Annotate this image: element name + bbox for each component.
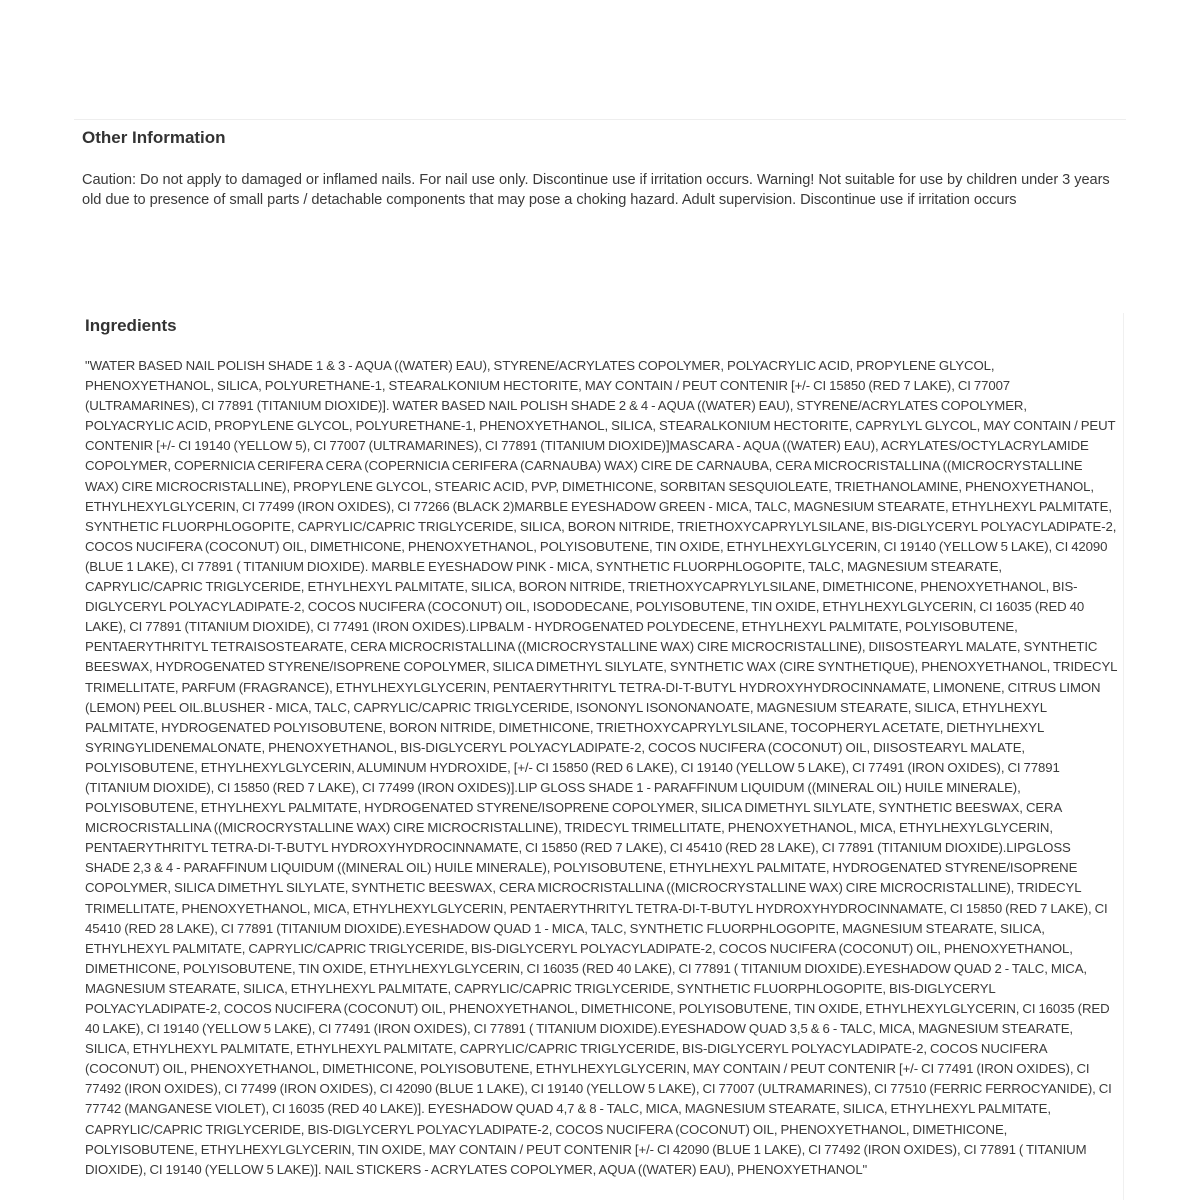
other-information-heading: Other Information bbox=[82, 128, 226, 147]
other-information-section bbox=[74, 119, 1126, 210]
ingredients-heading: Ingredients bbox=[85, 316, 177, 335]
other-information-text: Caution: Do not apply to damaged or inflamed nails. For nail use only. Discontinue use if irritation occurs. Warning! Not suitable for use by children under 3 years old due to presence of small parts / detachable components that may pose a choking hazard. Adult supervision. Discontinue use if irritation occurs bbox=[82, 172, 1110, 208]
ingredients-text: "WATER BASED NAIL POLISH SHADE 1 & 3 - AQUA ((WATER) EAU), STYRENE/ACRYLATES COPOLYMER, POLYACRYLIC ACID, PROPYLENE GLYCOL, PHENOXYETHANOL, SILICA, POLYURETHANE-1, STEARALKONIUM HECTORITE, MAY CONTAIN / PEUT CONTENIR [+/- CI 15850 (RED 7 LAKE), CI 77007 (ULTRAMARINES), CI 77891 (TITANIUM DIOXIDE)]. WATER BASED NAIL POLISH SHADE 2 & 4 - AQUA ((WATER) EAU), STYRENE/ACRYLATES COPOLYMER, POLYACRYLIC ACID, PROPYLENE GLYCOL, POLYURETHANE-1, PHENOXYETHANOL, SILICA, STEARALKONIUM HECTORITE, CAPRYLYL GLYCOL, MAY CONTAIN / PEUT CONTENIR [+/- CI 19140 (YELLOW 5), CI 77007 (ULTRAMARINES), CI 77891 (TITANIUM DIOXIDE)]MASCARA - AQUA ((WATER) EAU), ACRYLATES/OCTYLACRYLAMIDE COPOLYMER, COPERNICIA CERIFERA CERA (COPERNICIA CERIFERA (CARNAUBA) WAX) CIRE DE CARNAUBA, CERA MICROCRISTALLINA ((MICROCRYSTALLINE WAX) CIRE MICROCRISTALLINE), PROPYLENE GLYCOL, STEARIC ACID, PVP, DIMETHICONE, SORBITAN SESQUIOLEATE, TRIETHANOLAMINE, PHENOXYETHANOL, ETHYLHEXYLGLYCERIN, CI 77499 (IRON OXIDES), CI 77266 (BLACK 2)MARBLE EYESHADOW GREEN - MICA, TALC, MAGNESIUM STEARATE, ETHYLHEXYL PALMITATE, SYNTHETIC FLUORPHLOGOPITE, CAPRYLIC/CAPRIC TRIGLYCERIDE, SILICA, BORON NITRIDE, TRIETHOXYCAPRYLYLSILANE, BIS-DIGLYCERYL POLYACYLADIPATE-2, COCOS NUCIFERA (COCONUT) OIL, DIMETHICONE, PHENOXYETHANOL, POLYISOBUTENE, TIN OXIDE, ETHYLHEXYLGLYCERIN, CI 19140 (YELLOW 5 LAKE), CI 42090 (BLUE 1 LAKE), CI 77891 ( TITANIUM DIOXIDE). MARBLE EYESHADOW PINK - MICA, SYNTHETIC FLUORPHLOGOPITE, TALC, MAGNESIUM STEARATE, CAPRYLIC/CAPRIC TRIGLYCERIDE, ETHYLHEXYL PALMITATE, SILICA, BORON NITRIDE, TRIETHOXYCAPRYLYLSILANE, DIMETHICONE, PHENOXYETHANOL, BIS-DIGLYCERYL POLYACYLADIPATE-2, COCOS NUCIFERA (COCONUT) OIL, ISODODECANE, POLYISOBUTENE, TIN OXIDE, ETHYLHEXYLGLYCERIN, CI 16035 (RED 40 LAKE), CI 77891 (TITANIUM DIOXIDE), CI 77491 (IRON OXIDES).LIPBALM - HYDROGENATED POLYDECENE, ETHYLHEXYL PALMITATE, POLYISOBUTENE, PENTAERYTHRITYL TETRAISOSTEARATE, CERA MICROCRISTALLINA ((MICROCRYSTALLINE WAX) CIRE MICROCRISTALLINE), DIISOSTEARYL MALATE, SYNTHETIC BEESWAX, HYDROGENATED STYRENE/ISOPRENE COPOLYMER, SILICA DIMETHYL SILYLATE, SYNTHETIC WAX (CIRE SYNTHETIQUE), PHENOXYETHANOL, TRIDECYL TRIMELLITATE, PARFUM (FRAGRANCE), ETHYLHEXYLGLYCERIN, PENTAERYTHRITYL TETRA-DI-T-BUTYL HYDROXYHYDROCINNAMATE, LIMONENE, CITRUS LIMON (LEMON) PEEL OIL.BLUSHER - MICA, TALC, CAPRYLIC/CAPRIC TRIGLYCERIDE, ISONONYL ISONONANOATE, MAGNESIUM STEARATE, SILICA, ETHYLHEXYL PALMITATE, HYDROGENATED POLYISOBUTENE, BORON NITRIDE, DIMETHICONE, TRIETHOXYCAPRYLYLSILANE, TOCOPHERYL ACETATE, DIETHYLHEXYL SYRINGYLIDENEMALONATE, PHENOXYETHANOL, BIS-DIGLYCERYL POLYACYLADIPATE-2, COCOS NUCIFERA (COCONUT) OIL, DIISOSTEARYL MALATE, POLYISOBUTENE, ETHYLHEXYLGLYCERIN, ALUMINUM HYDROXIDE, [+/- CI 15850 (RED 6 LAKE), CI 19140 (YELLOW 5 LAKE), CI 77491 (IRON OXIDES), CI 77891 (TITANIUM DIOXIDE), CI 15850 (RED 7 LAKE), CI 77499 (IRON OXIDES)].LIP GLOSS SHADE 1 - PARAFFINUM LIQUIDUM ((MINERAL OIL) HUILE MINERALE), POLYISOBUTENE, ETHYLHEXYL PALMITATE, HYDROGENATED STYRENE/ISOPRENE COPOLYMER, SILICA DIMETHYL SILYLATE, SYNTHETIC BEESWAX, CERA MICROCRISTALLINA ((MICROCRYSTALLINE WAX) CIRE MICROCRISTALLINE), TRIDECYL TRIMELLITATE, PHENOXYETHANOL, MICA, ETHYLHEXYLGLYCERIN, PENTAERYTHRITYL TETRA-DI-T-BUTYL HYDROXYHYDROCINNAMATE, CI 15850 (RED 7 LAKE), CI 45410 (RED 28 LAKE), CI 77891 (TITANIUM DIOXIDE).LIPGLOSS SHADE 2,3 & 4 - PARAFFINUM LIQUIDUM ((MINERAL OIL) HUILE MINERALE), POLYISOBUTENE, ETHYLHEXYL PALMITATE, HYDROGENATED STYRENE/ISOPRENE COPOLYMER, SILICA DIMETHYL SILYLATE, SYNTHETIC BEESWAX, CERA MICROCRISTALLINA ((MICROCRYSTALLINE WAX) CIRE MICROCRISTALLINE), TRIDECYL TRIMELLITATE, PHENOXYETHANOL, MICA, ETHYLHEXYLGLYCERIN, PENTAERYTHRITYL TETRA-DI-T-BUTYL HYDROXYHYDROCINNAMATE, CI 15850 (RED 7 LAKE), CI 45410 (RED 28 LAKE), CI 77891 (TITANIUM DIOXIDE).EYESHADOW QUAD 1 - MICA, TALC, SYNTHETIC FLUORPHLOGOPITE, MAGNESIUM STEARATE, SILICA, ETHYLHEXYL PALMITATE, CAPRYLIC/CAPRIC TRIGLYCERIDE, BIS-DIGLYCERYL POLYACYLADIPATE-2, COCOS NUCIFERA (COCONUT) OIL, PHENOXYETHANOL, DIMETHICONE, POLYISOBUTENE, TIN OXIDE, ETHYLHEXYLGLYCERIN, CI 16035 (RED 40 LAKE), CI 77891 ( TITANIUM DIOXIDE).EYESHADOW QUAD 2 - TALC, MICA, MAGNESIUM STEARATE, SILICA, ETHYLHEXYL PALMITATE, CAPRYLIC/CAPRIC TRIGLYCERIDE, SYNTHETIC FLUORPHLOGOPITE, BIS-DIGLYCERYL POLYACYLADIPATE-2, COCOS NUCIFERA (COCONUT) OIL, PHENOXYETHANOL, DIMETHICONE, POLYISOBUTENE, TIN OXIDE, ETHYLHEXYLGLYCERIN, CI 16035 (RED 40 LAKE), CI 19140 (YELLOW 5 LAKE), CI 77491 (IRON OXIDES), CI 77891 ( TITANIUM DIOXIDE).EYESHADOW QUAD 3,5 & 6 - TALC, MICA, MAGNESIUM STEARATE, SILICA, ETHYLHEXYL PALMITATE, ETHYLHEXYL PALMITATE, CAPRYLIC/CAPRIC TRIGLYCERIDE, BIS-DIGLYCERYL POLYACYLADIPATE-2, COCOS NUCIFERA (COCONUT) OIL, PHENOXYETHANOL, DIMETHICONE, POLYISOBUTENE, ETHYLHEXYLGLYCERIN, MAY CONTAIN / PEUT CONTENIR [+/- CI 77491 (IRON OXIDES), CI 77492 (IRON OXIDES), CI 77499 (IRON OXIDES), CI 42090 (BLUE 1 LAKE), CI 19140 (YELLOW 5 LAKE), CI 77007 (ULTRAMARINES), CI 77510 (FERRIC FERROCYANIDE), CI 77742 (MANGANESE VIOLET), CI 16035 (RED 40 LAKE)]. EYESHADOW QUAD 4,7 & 8 - TALC, MICA, MAGNESIUM STEARATE, SILICA, ETHYLHEXYL PALMITATE, CAPRYLIC/CAPRIC TRIGLYCERIDE, BIS-DIGLYCERYL POLYACYLADIPATE-2, COCOS NUCIFERA (COCONUT) OIL, PHENOXYETHANOL, DIMETHICONE, POLYISOBUTENE, ETHYLHEXYLGLYCERIN, TIN OXIDE, MAY CONTAIN / PEUT CONTENIR [+/- CI 42090 (BLUE 1 LAKE), CI 77492 (IRON OXIDES), CI 77891 ( TITANIUM DIOXIDE), CI 19140 (YELLOW 5 LAKE)]. NAIL STICKERS - ACRYLATES COPOLYMER, AQUA ((WATER) EAU), PHENOXYETHANOL" bbox=[85, 358, 1117, 1177]
ingredients-section bbox=[77, 313, 1124, 1200]
